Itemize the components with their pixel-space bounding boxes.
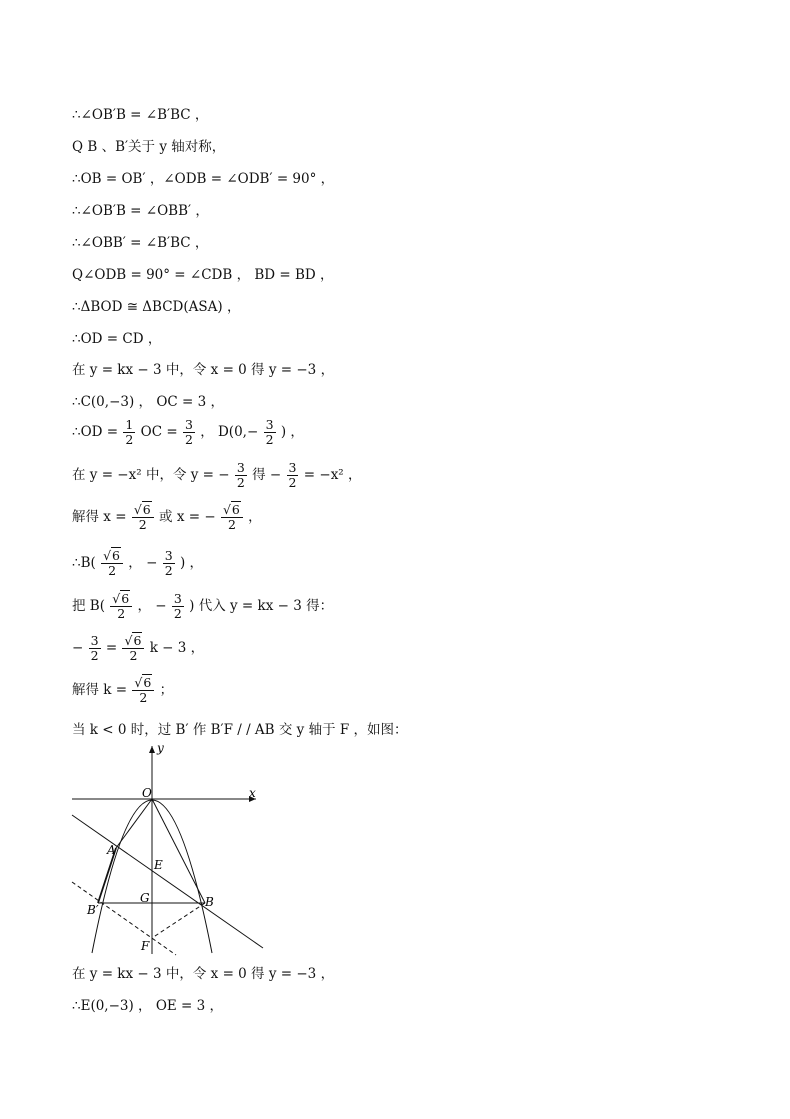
sqrt: √6 (134, 675, 152, 690)
fraction (110, 592, 132, 621)
denominator: 2 (173, 606, 182, 621)
label-y: y (157, 742, 164, 755)
sqrt: √6 (222, 502, 240, 517)
text-segment: OC = (140, 424, 178, 440)
fraction (122, 634, 144, 663)
text-line-fraction (72, 592, 333, 621)
text-line: ∴E(0,−3) ， OE = 3 ， (72, 998, 224, 1014)
denominator: 2 (288, 475, 297, 490)
numerator: 3 (265, 417, 274, 432)
numerator: 3 (236, 460, 245, 475)
text-line: ∴∠OBB′ = ∠B′BC ， (72, 235, 209, 251)
sqrt: √6 (112, 591, 130, 606)
denominator: 2 (117, 606, 126, 621)
fraction (172, 592, 184, 621)
text-segment: ； (159, 682, 174, 698)
fraction (163, 549, 175, 578)
text-segment: 在 y = −x² 中，令 y = − (72, 467, 230, 483)
radicand: 6 (112, 548, 120, 563)
text-line-fraction (72, 461, 362, 490)
text-line-fraction (72, 418, 304, 447)
fraction (132, 676, 154, 705)
denominator: 2 (184, 432, 193, 447)
denominator: 2 (265, 432, 274, 447)
fraction (235, 461, 247, 490)
denominator: 2 (90, 648, 99, 663)
numerator (132, 676, 154, 691)
denominator: 2 (164, 563, 173, 578)
y-axis-arrow-icon (149, 746, 155, 753)
label-G: G (140, 891, 150, 905)
text-segment: ， − (137, 598, 167, 614)
fraction (221, 503, 243, 532)
sqrt: √6 (133, 502, 151, 517)
dashed-line-B-prime-F (72, 882, 176, 955)
segment-OB (152, 799, 205, 903)
label-B: B (205, 895, 214, 909)
text-line: ∴OD = CD ， (72, 331, 162, 347)
geometry-figure (66, 742, 266, 956)
text-segment: = (105, 640, 118, 656)
text-segment: = −x² ， (303, 467, 362, 483)
sqrt: √6 (103, 548, 120, 563)
denominator: 2 (129, 648, 138, 663)
text-line: ∴∠OB′B = ∠B′BC ， (72, 107, 209, 123)
denominator: 2 (138, 517, 147, 532)
text-line: ∴C(0,−3) ， OC = 3 ， (72, 394, 224, 410)
text-segment: ) ， (280, 424, 304, 440)
segment-OA (116, 799, 152, 848)
label-F: F (141, 939, 150, 953)
text-segment: ) 代入 y = kx − 3 得： (189, 598, 334, 614)
numerator: 1 (125, 417, 134, 432)
numerator (221, 503, 243, 518)
text-line: Q∠ODB = 90° = ∠CDB ， BD = BD ， (72, 267, 334, 283)
text-line: Q B 、B′关于 y 轴对称， (72, 139, 226, 155)
text-line: 当 k < 0 时，过 B′ 作 B′F / / AB 交 y 轴于 F ，如图： (72, 722, 408, 738)
fraction (132, 503, 154, 532)
numerator: 3 (288, 460, 297, 475)
fraction (89, 634, 101, 663)
fraction (287, 461, 299, 490)
denominator: 2 (139, 690, 148, 705)
text-segment: ， − (128, 555, 158, 571)
denominator: 2 (236, 475, 245, 490)
text-line-fraction (72, 549, 203, 578)
text-line: 在 y = kx − 3 中，令 x = 0 得 y = −3 ， (72, 362, 335, 378)
text-line: ∴∠OB′B = ∠OBB′ ， (72, 203, 209, 219)
numerator (101, 549, 123, 564)
text-segment: ∴OD = (72, 424, 119, 440)
numerator: 3 (184, 417, 193, 432)
radicand: 6 (142, 502, 151, 517)
denominator: 2 (125, 432, 134, 447)
fraction (101, 549, 123, 578)
label-A: A (107, 843, 116, 857)
radicand: 6 (143, 675, 152, 690)
fraction (264, 418, 276, 447)
text-segment: k − 3 ， (149, 640, 205, 656)
text-segment: 得 − (252, 467, 282, 483)
text-segment: ， (248, 509, 262, 525)
label-O: O (142, 786, 152, 800)
denominator: 2 (108, 563, 117, 578)
radicand: 6 (121, 591, 130, 606)
text-line-fraction (72, 503, 262, 532)
text-line: ∴OB = OB′ ，∠ODB = ∠ODB′ = 90° ， (72, 171, 335, 187)
label-B-prime: B′ (87, 903, 99, 917)
numerator: 3 (173, 591, 182, 606)
text-segment: 解得 x = (72, 509, 127, 525)
text-segment: ) ， (179, 555, 204, 571)
text-line: 在 y = kx − 3 中，令 x = 0 得 y = −3 ， (72, 966, 335, 982)
label-x: x (249, 786, 256, 800)
text-segment: − (72, 640, 84, 656)
text-line-fraction (72, 634, 204, 663)
numerator: 3 (90, 633, 99, 648)
text-segment: 解得 k = (72, 682, 128, 698)
text-line-fraction (72, 676, 173, 705)
numerator (122, 634, 144, 649)
label-E: E (154, 858, 163, 872)
denominator: 2 (227, 517, 236, 532)
dashed-line-B-F (152, 903, 205, 938)
fraction (183, 418, 195, 447)
text-segment: ， D(0,− (200, 424, 259, 440)
radicand: 6 (231, 502, 240, 517)
numerator (110, 592, 132, 607)
text-line: ∴ΔBOD ≅ ΔBCD(ASA) ， (72, 299, 241, 315)
radicand: 6 (133, 633, 142, 648)
text-segment: ∴B( (72, 555, 96, 571)
text-segment: 把 B( (72, 598, 105, 614)
numerator (132, 503, 154, 518)
text-segment: 或 x = − (159, 509, 216, 525)
numerator: 3 (164, 548, 173, 563)
fraction (123, 418, 135, 447)
sqrt: √6 (124, 633, 142, 648)
